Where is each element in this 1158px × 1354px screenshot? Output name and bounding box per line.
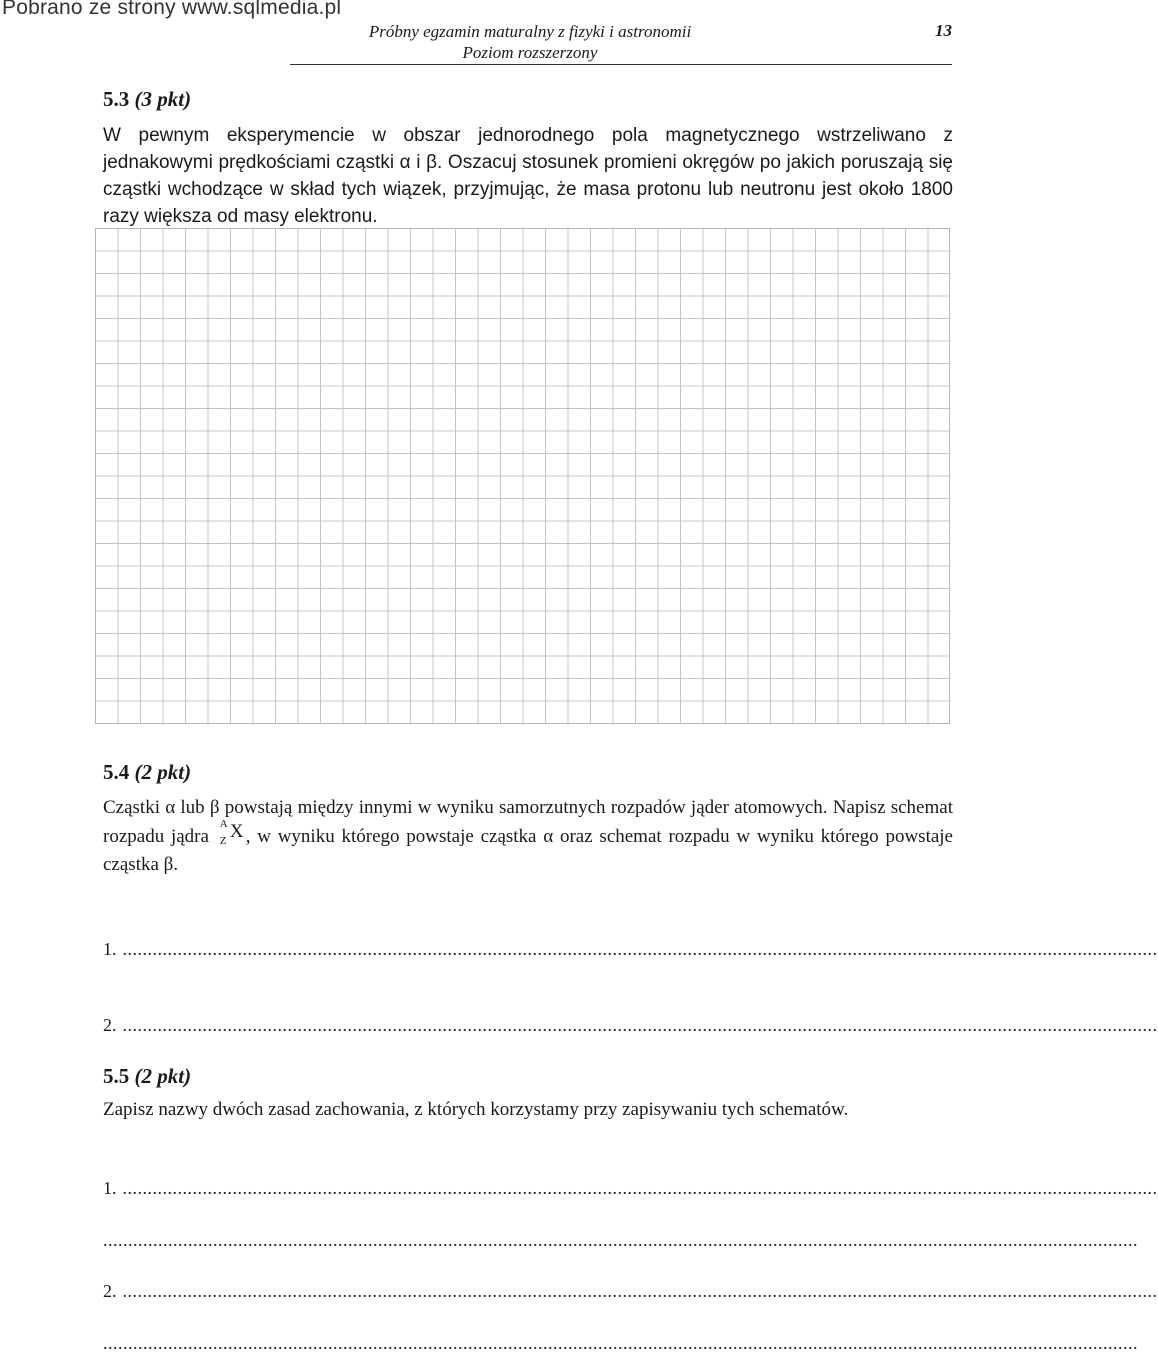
answer-line-5-4-1[interactable] bbox=[103, 939, 1158, 960]
task-points: (2 pkt) bbox=[134, 760, 192, 784]
dotted-line: ............................................................................................................................................................................................................... bbox=[103, 1230, 1138, 1250]
exam-level: Poziom rozszerzony bbox=[462, 43, 598, 62]
task-5-3-heading bbox=[103, 87, 191, 112]
answer-line-5-5-1[interactable] bbox=[103, 1178, 1158, 1199]
task-5-4-text bbox=[103, 794, 953, 879]
exam-title: Próbny egzamin maturalny z fizyki i astronomii bbox=[368, 22, 692, 41]
task-5-4-heading bbox=[103, 760, 191, 785]
answer-number: 1. bbox=[103, 1178, 117, 1198]
task-number: 5.4 bbox=[103, 760, 130, 784]
answer-line-5-4-2[interactable] bbox=[103, 1015, 1158, 1036]
task-5-4-text-part1: Cząstki α lub β powstają między innymi w wyniku samorzutnych rozpadów jąder atomowych. Napisz schemat rozpadu jądra bbox=[103, 797, 953, 847]
dotted-line: ............................................................................................................................................................................................................... bbox=[122, 1178, 1158, 1198]
answer-number: 1. bbox=[103, 939, 117, 959]
mass-number: A bbox=[219, 818, 228, 830]
dotted-line: ............................................................................................................................................................................................................... bbox=[122, 939, 1158, 959]
task-number: 5.5 bbox=[103, 1064, 130, 1088]
task-points: (3 pkt) bbox=[134, 87, 192, 111]
answer-line-5-5-1-cont[interactable] bbox=[103, 1230, 1138, 1251]
nuclide-notation bbox=[216, 818, 246, 847]
answer-grid[interactable] bbox=[95, 228, 950, 724]
element-symbol: X bbox=[229, 821, 244, 842]
task-number: 5.3 bbox=[103, 87, 130, 111]
dotted-line: ............................................................................................................................................................................................................... bbox=[122, 1015, 1158, 1035]
answer-number: 2. bbox=[103, 1281, 117, 1301]
answer-number: 2. bbox=[103, 1015, 117, 1035]
dotted-line: ............................................................................................................................................................................................................... bbox=[103, 1333, 1138, 1353]
task-5-4-text-part2: , w wyniku którego powstaje cząstka α oraz schemat rozpadu w wyniku którego powstaje cząstka β. bbox=[103, 826, 953, 875]
dotted-line: ............................................................................................................................................................................................................... bbox=[122, 1281, 1158, 1301]
task-5-3-text: W pewnym eksperymencie w obszar jednorodnego pola magnetycznego wstrzeliwano z jednakowymi prędkościami cząstki α i β. Oszacuj stosunek promieni okręgów po jakich poruszają się cząstki wchodzące w skład tych wiązek, przyjmując, że masa protonu lub neutronu jest około 1800 razy większa od masy elektronu. bbox=[103, 125, 953, 227]
answer-line-5-5-2[interactable] bbox=[103, 1281, 1158, 1302]
atomic-number: Z bbox=[219, 835, 227, 847]
source-watermark: Pobrano ze strony www.sqlmedia.pl bbox=[2, 0, 342, 19]
task-points: (2 pkt) bbox=[134, 1064, 192, 1088]
task-5-5-heading bbox=[103, 1064, 191, 1089]
answer-line-5-5-2-cont[interactable] bbox=[103, 1333, 1138, 1354]
page-number: 13 bbox=[935, 21, 952, 40]
task-5-5-text: Zapisz nazwy dwóch zasad zachowania, z których korzystamy przy zapisywaniu tych schematów. bbox=[103, 1099, 849, 1120]
header-divider bbox=[290, 64, 952, 65]
